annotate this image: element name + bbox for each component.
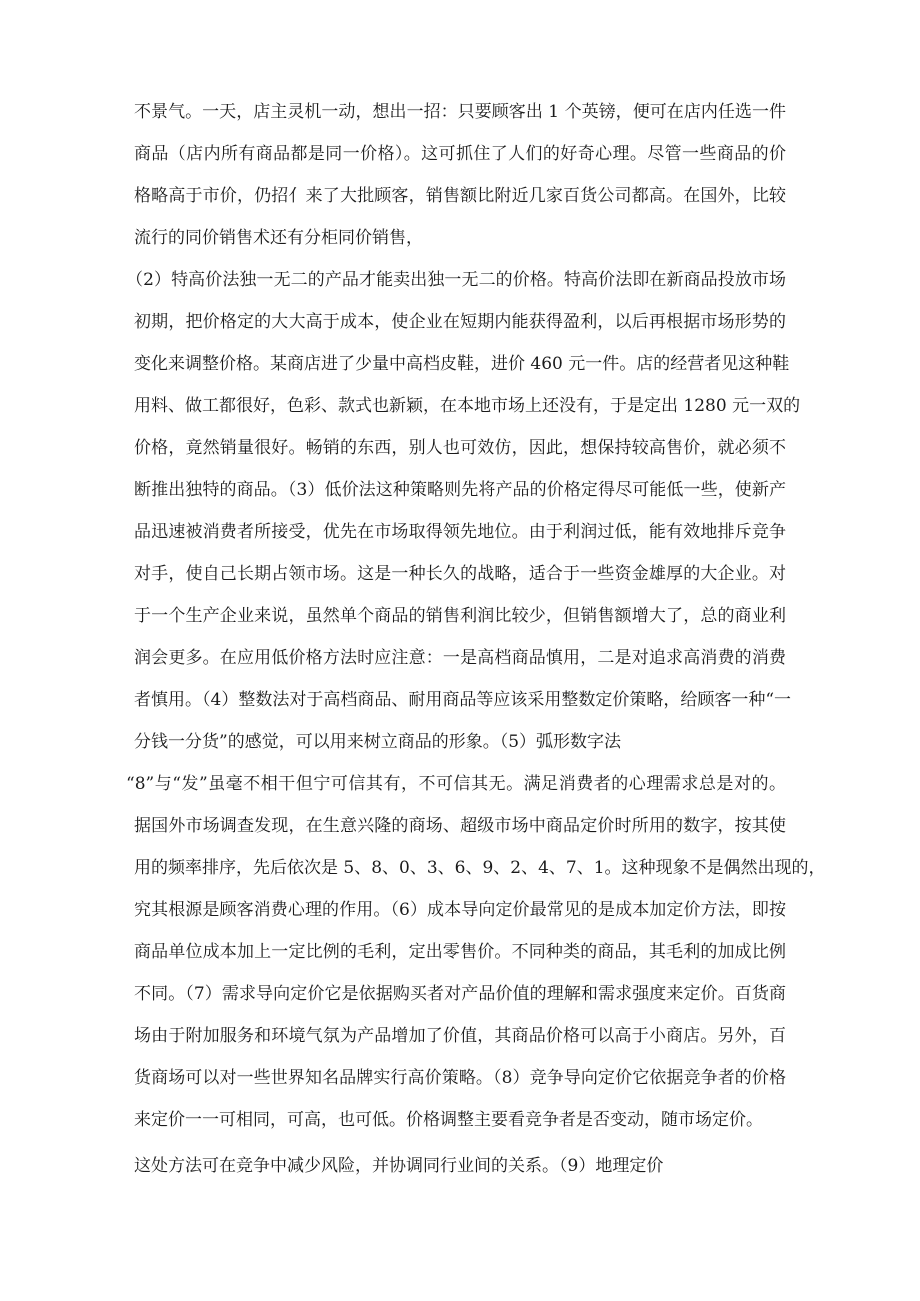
paragraph-line: 格略高于市价，仍招亻来了大批顾客，销售额比附近几家百货公司都高。在国外，比较 [134, 186, 786, 206]
paragraph-line: 据国外市场调查发现，在生意兴隆的商场、超级市场中商品定价时所用的数字，按其使 [134, 816, 786, 836]
paragraph-line: 不景气。一天，店主灵机一动，想出一招：只要顾客出 1 个英镑，便可在店内任选一件 [134, 102, 786, 122]
paragraph-line: 价格，竟然销量很好。畅销的东西，别人也可效仿，因此，想保持较高售价，就必须不 [134, 438, 786, 458]
paragraph-line: 这处方法可在竞争中减少风险，并协调同行业间的关系。（9）地理定价 [134, 1156, 664, 1176]
paragraph-line: 者慎用。（4）整数法对于高档商品、耐用商品等应该采用整数定价策略，给顾客一种“一 [134, 690, 792, 710]
paragraph-line: 分钱一分货”的感觉，可以用来树立商品的形象。（5）弧形数字法 [134, 732, 622, 752]
paragraph-line: “8”与“发”虽毫不相干但宁可信其有，不可信其无。满足消费者的心理需求总是对的。 [126, 774, 786, 794]
paragraph-line: 润会更多。在应用低价格方法时应注意：一是高档商品慎用，二是对追求高消费的消费 [134, 648, 786, 668]
paragraph-line: 货商场可以对一些世界知名品牌实行高价策略。（8）竞争导向定价它依据竞争者的价格 [134, 1068, 786, 1088]
paragraph-line: 场由于附加服务和环境气氛为产品增加了价值，其商品价格可以高于小商店。另外，百 [134, 1026, 786, 1046]
paragraph-line: 究其根源是顾客消费心理的作用。（6）成本导向定价最常见的是成本加定价方法，即按 [134, 900, 786, 920]
paragraph-line: 初期，把价格定的大大高于成本，使企业在短期内能获得盈利，以后再根据市场形势的 [134, 312, 786, 332]
paragraph-line: 变化来调整价格。某商店进了少量中高档皮鞋，进价 460 元一件。店的经营者见这种鞋 [134, 354, 790, 374]
paragraph-line: 商品（店内所有商品都是同一价格）。这可抓住了人们的好奇心理。尽管一些商品的价 [134, 144, 786, 164]
paragraph-line: 不同。（7）需求导向定价它是依据购买者对产品价值的理解和需求强度来定价。百货商 [134, 984, 786, 1004]
paragraph-line: 用的频率排序，先后依次是 5、8、0、3、6、9、2、4、7、1。这种现象不是偶然出现的， [134, 858, 826, 878]
paragraph-line: 商品单位成本加上一定比例的毛利，定出零售价。不同种类的商品，其毛利的加成比例 [134, 942, 786, 962]
paragraph-line: 流行的同价销售术还有分柜同价销售， [134, 228, 423, 248]
paragraph-line: 来定价一一可相同，可高，也可低。价格调整主要看竞争者是否变动，随市场定价。 [134, 1110, 763, 1130]
paragraph-line: 用料、做工都很好，色彩、款式也新颖，在本地市场上还没有，于是定出 1280 元一双的 [134, 396, 801, 416]
paragraph-line: 断推出独特的商品。（3）低价法这种策略则先将产品的价格定得尽可能低一些，使新产 [134, 480, 786, 500]
paragraph-line: （2）特高价法独一无二的产品才能卖出独一无二的价格。特高价法即在新商品投放市场 [126, 270, 786, 290]
paragraph-line: 于一个生产企业来说，虽然单个商品的销售利润比较少，但销售额增大了，总的商业利 [134, 606, 786, 626]
paragraph-line: 品迅速被消费者所接受，优先在市场取得领先地位。由于利润过低，能有效地排斥竞争 [134, 522, 786, 542]
paragraph-line: 对手，使自己长期占领市场。这是一种长久的战略，适合于一些资金雄厚的大企业。对 [134, 564, 786, 584]
